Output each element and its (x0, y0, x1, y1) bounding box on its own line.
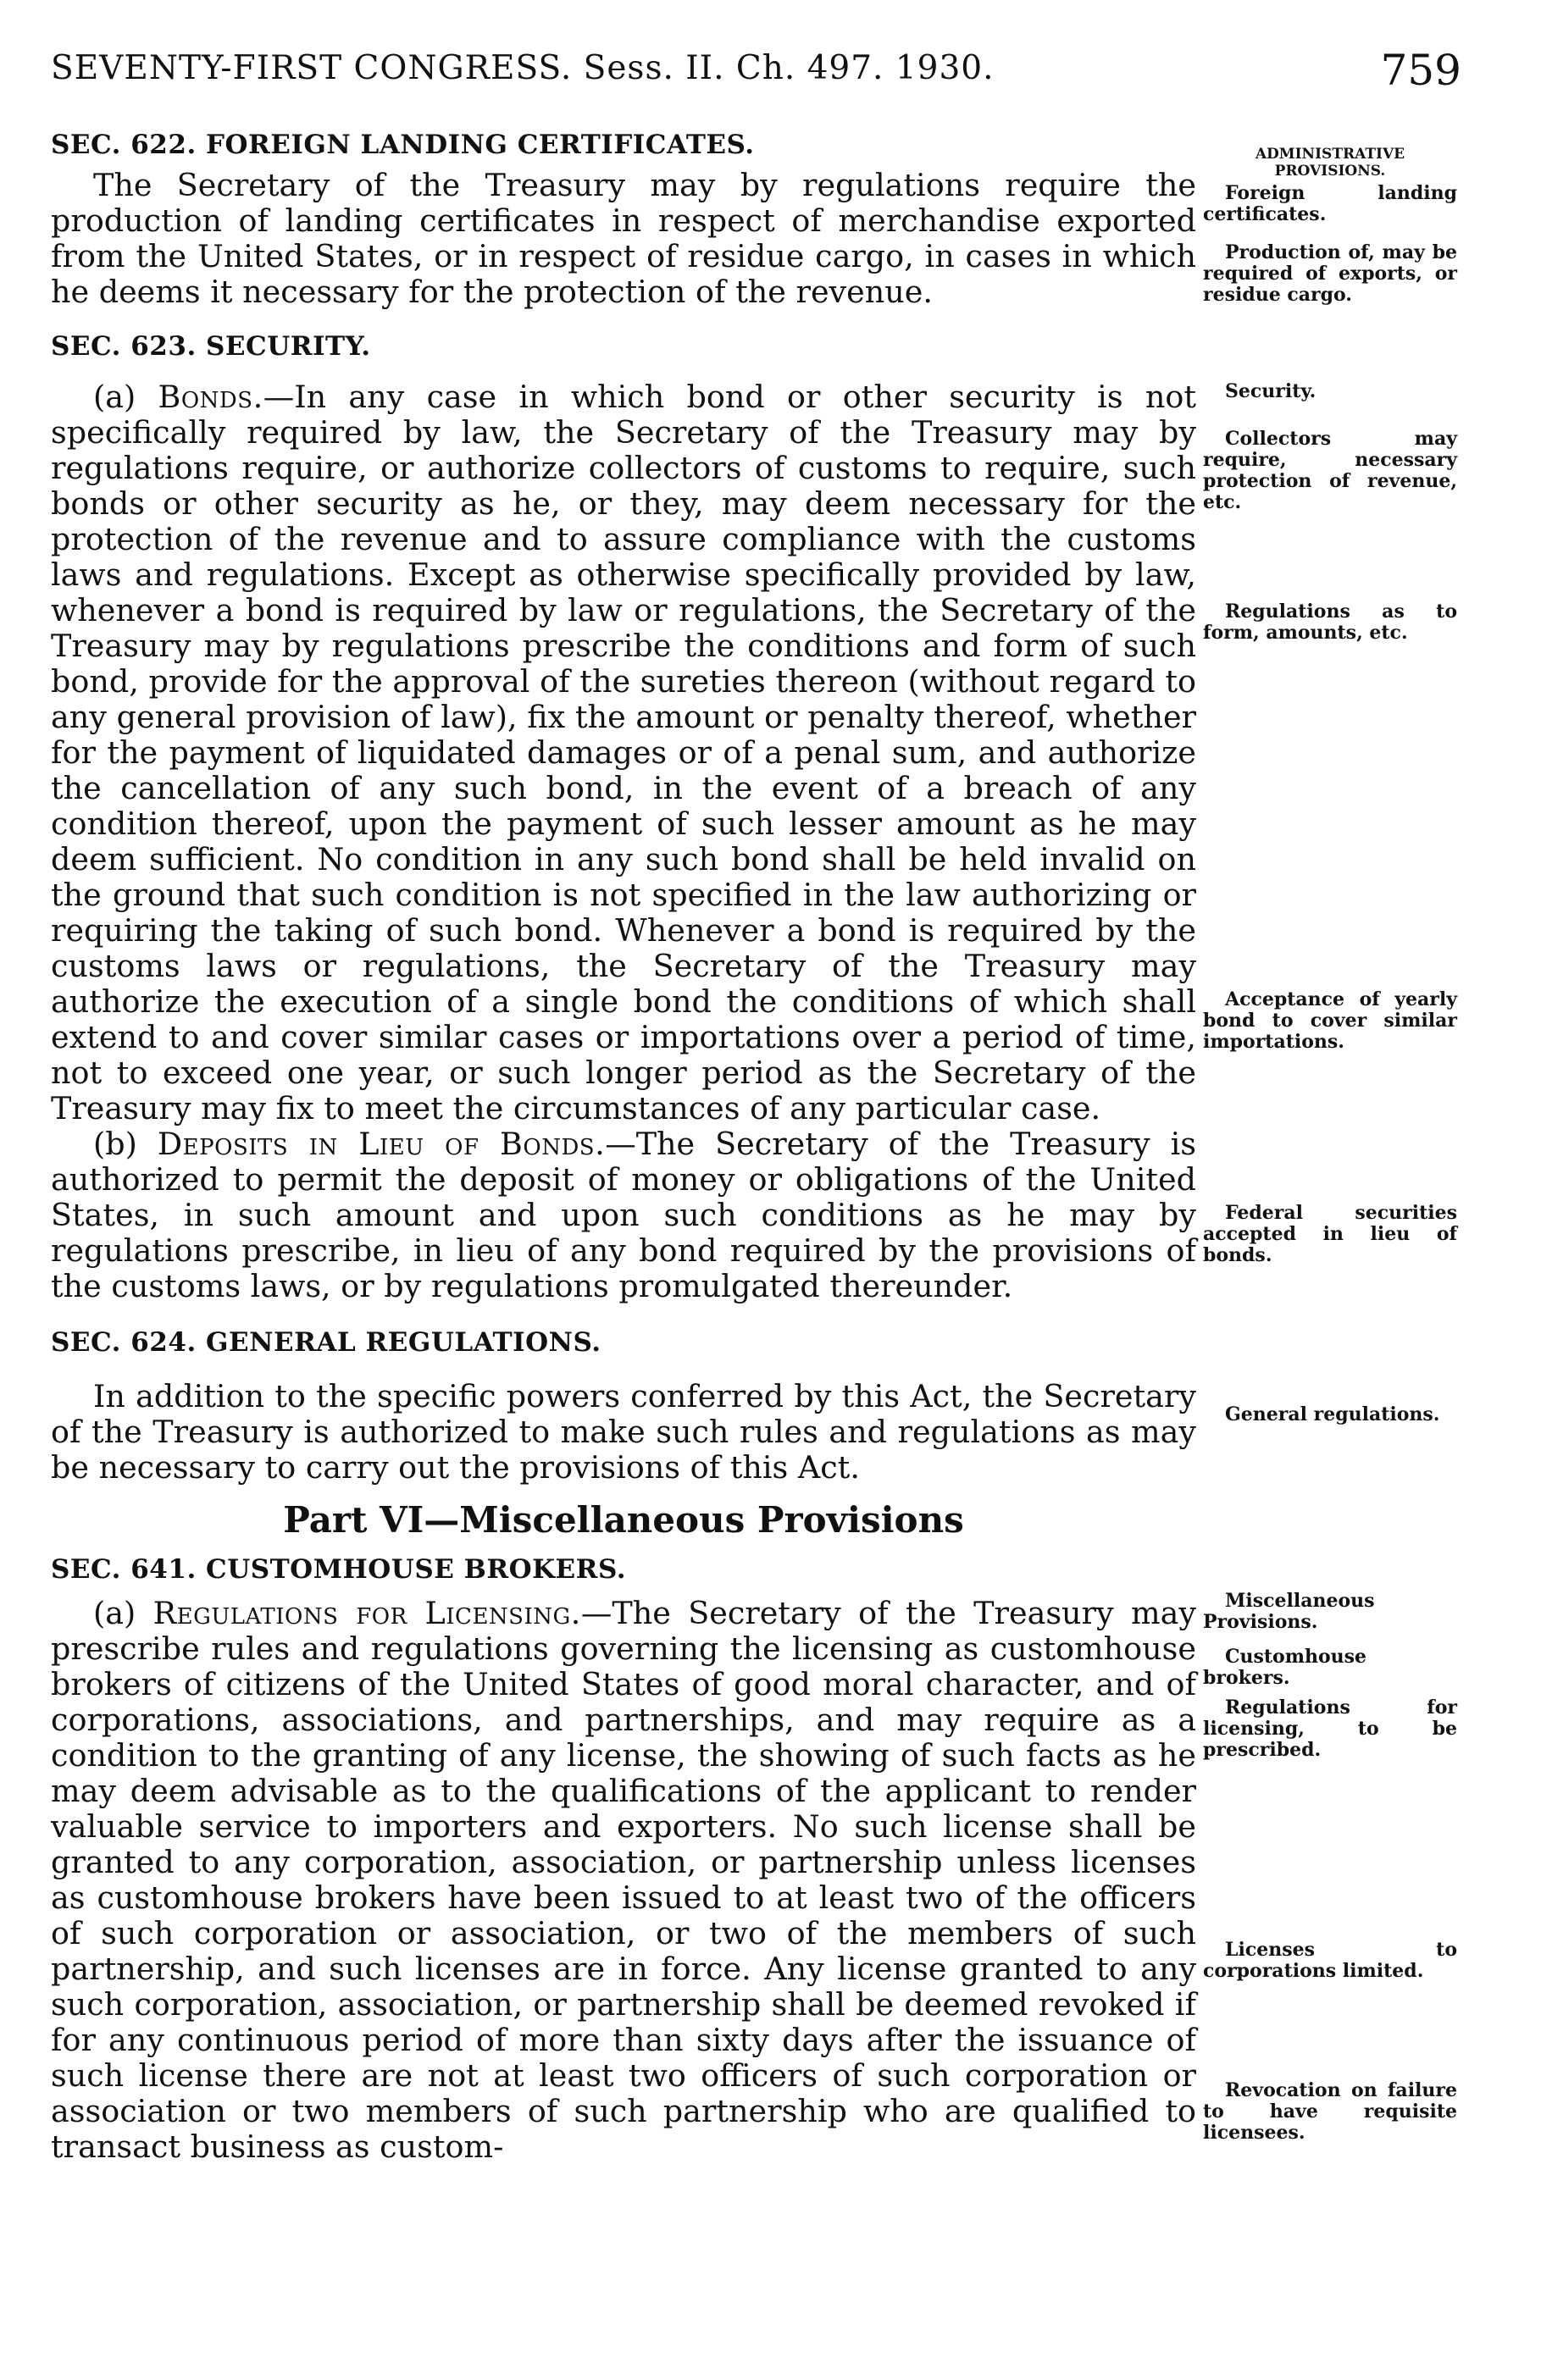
section-624-heading: SEC. 624. GENERAL REGULATIONS. (51, 1327, 601, 1358)
note-misc-provisions: Miscellaneous Provisions. (1203, 1590, 1375, 1633)
section-623-b-label: (b) (93, 1126, 137, 1162)
section-623-a-paragraph (51, 379, 1196, 1126)
note-acceptance: Acceptance of yearly bond to cover similar importations. (1203, 988, 1457, 1053)
note-foreign-landing: Foreign landing certificates. (1203, 182, 1457, 225)
note-production: Production of, may be required of exports, or residue cargo. (1203, 241, 1457, 306)
section-641-a-paragraph (51, 1596, 1196, 2165)
section-623-b-paragraph (51, 1126, 1196, 1304)
section-622-heading: SEC. 622. FOREIGN LANDING CERTIFICATES. (51, 130, 755, 160)
running-head: SEVENTY-FIRST CONGRESS. Sess. II. Ch. 497. 1930. (51, 49, 995, 87)
section-623-a-label: (a) (93, 379, 136, 415)
part-vi-heading: Part VI—Miscellaneous Provisions (283, 1499, 964, 1541)
note-regulations-form: Regulations as to form, amounts, etc. (1203, 601, 1457, 644)
main-text (51, 127, 1196, 2165)
page-header (51, 46, 1461, 108)
note-revocation: Revocation on failure to have requisite licensees. (1203, 2079, 1457, 2144)
page-number: 759 (1380, 46, 1461, 95)
note-general-regulations: General regulations. (1225, 1403, 1440, 1425)
section-641-a-label: (a) (93, 1595, 136, 1631)
note-federal-securities: Federal securities accepted in lieu of bonds. (1203, 1202, 1457, 1266)
note-administrative-provisions: ADMINISTRATIVE PROVISIONS. (1255, 146, 1405, 180)
section-623-b-caption: Deposits in Lieu of Bonds. (157, 1126, 606, 1162)
note-licenses-corporations: Licenses to corporations limited. (1203, 1939, 1457, 1982)
section-624-text: In addition to the specific powers conferred by this Act, the Secretary of the Treasury is authorized to make such rules and regulations as may be necessary to carry out the provisions of this Act. (51, 1378, 1196, 1486)
note-regulations-licensing: Regulations for licensing, to be prescribed. (1203, 1696, 1457, 1761)
section-623-a-text: —In any case in which bond or other security is not specifically required by law, the Secretary of the Treasury may by regulations require, or authorize collectors of customs to require, such bonds or other security as he, or they, may deem necessary for the protection of the revenue and to assure compliance with the customs laws and regulations. Except as otherwise specifically provided by law, whenever a bond is required by law or regulations, the Secretary of the Treasury may by regulations prescribe the conditions and form of such bond, provide for the approval of the sureties thereon (without regard to any general provision of law), fix the amount or penalty thereof, whether for the payment of liquidated damages or of a penal sum, and authorize the cancellation of any such bond, in the event of a breach of any condition thereof, upon the payment of such lesser amount as he may deem sufficient. No condition in any such bond shall be held invalid on the ground that such condition is not specified in the law authorizing or requiring the taking of such bond. Whenever a bond is required by the customs laws or regulations, the Secretary of the Treasury may authorize the execution of a single bond the conditions of which shall extend to and cover similar cases or importations over a period of time, not to exceed one year, or such longer period as the Secretary of the Treasury may fix to meet the circumstances of any particular case. (51, 379, 1196, 1126)
section-623-a-caption: Bonds. (158, 379, 263, 415)
note-security: Security. (1225, 380, 1317, 402)
section-641-a-caption: Regulations for Licensing. (152, 1595, 581, 1631)
note-collectors: Collectors may require, necessary protection of revenue, etc. (1203, 428, 1457, 513)
section-641-heading: SEC. 641. CUSTOMHOUSE BROKERS. (51, 1554, 627, 1585)
section-641-a-text: —The Secretary of the Treasury may prescribe rules and regulations governing the licensing as customhouse brokers of citizens of the United States of good moral character, and of corporations, associations, and partnerships, and may require as a condition to the granting of any license, the showing of such facts as he may deem advisable as to the qualifications of the applicant to render valuable service to importers and exporters. No such license shall be granted to any corporation, association, or partnership unless licenses as customhouse brokers have been issued to at least two of the officers of such corporation or association, or two of the members of such partnership, and such licenses are in force. Any license granted to any such corporation, association, or partnership shall be deemed revoked if for any continuous period of more than sixty days after the issuance of such license there are not at least two officers of such corporation or association or two members of such partnership who are qualified to transact business as custom- (51, 1595, 1196, 2165)
section-622-text: The Secretary of the Treasury may by regulations require the production of landing certificates in respect of merchandise exported from the United States, or in respect of residue cargo, in cases in which he deems it necessary for the protection of the revenue. (51, 167, 1196, 310)
section-623-heading: SEC. 623. SECURITY. (51, 331, 371, 362)
section-623-b-text: —The Secretary of the Treasury is authorized to permit the deposit of money or obligations of the United States, in such amount and upon such conditions as he may by regulations prescribe, in lieu of any bond required by the provisions of the customs laws, or by regulations promulgated thereunder. (51, 1126, 1196, 1304)
note-customhouse-brokers: Customhouse brokers. (1203, 1646, 1367, 1689)
